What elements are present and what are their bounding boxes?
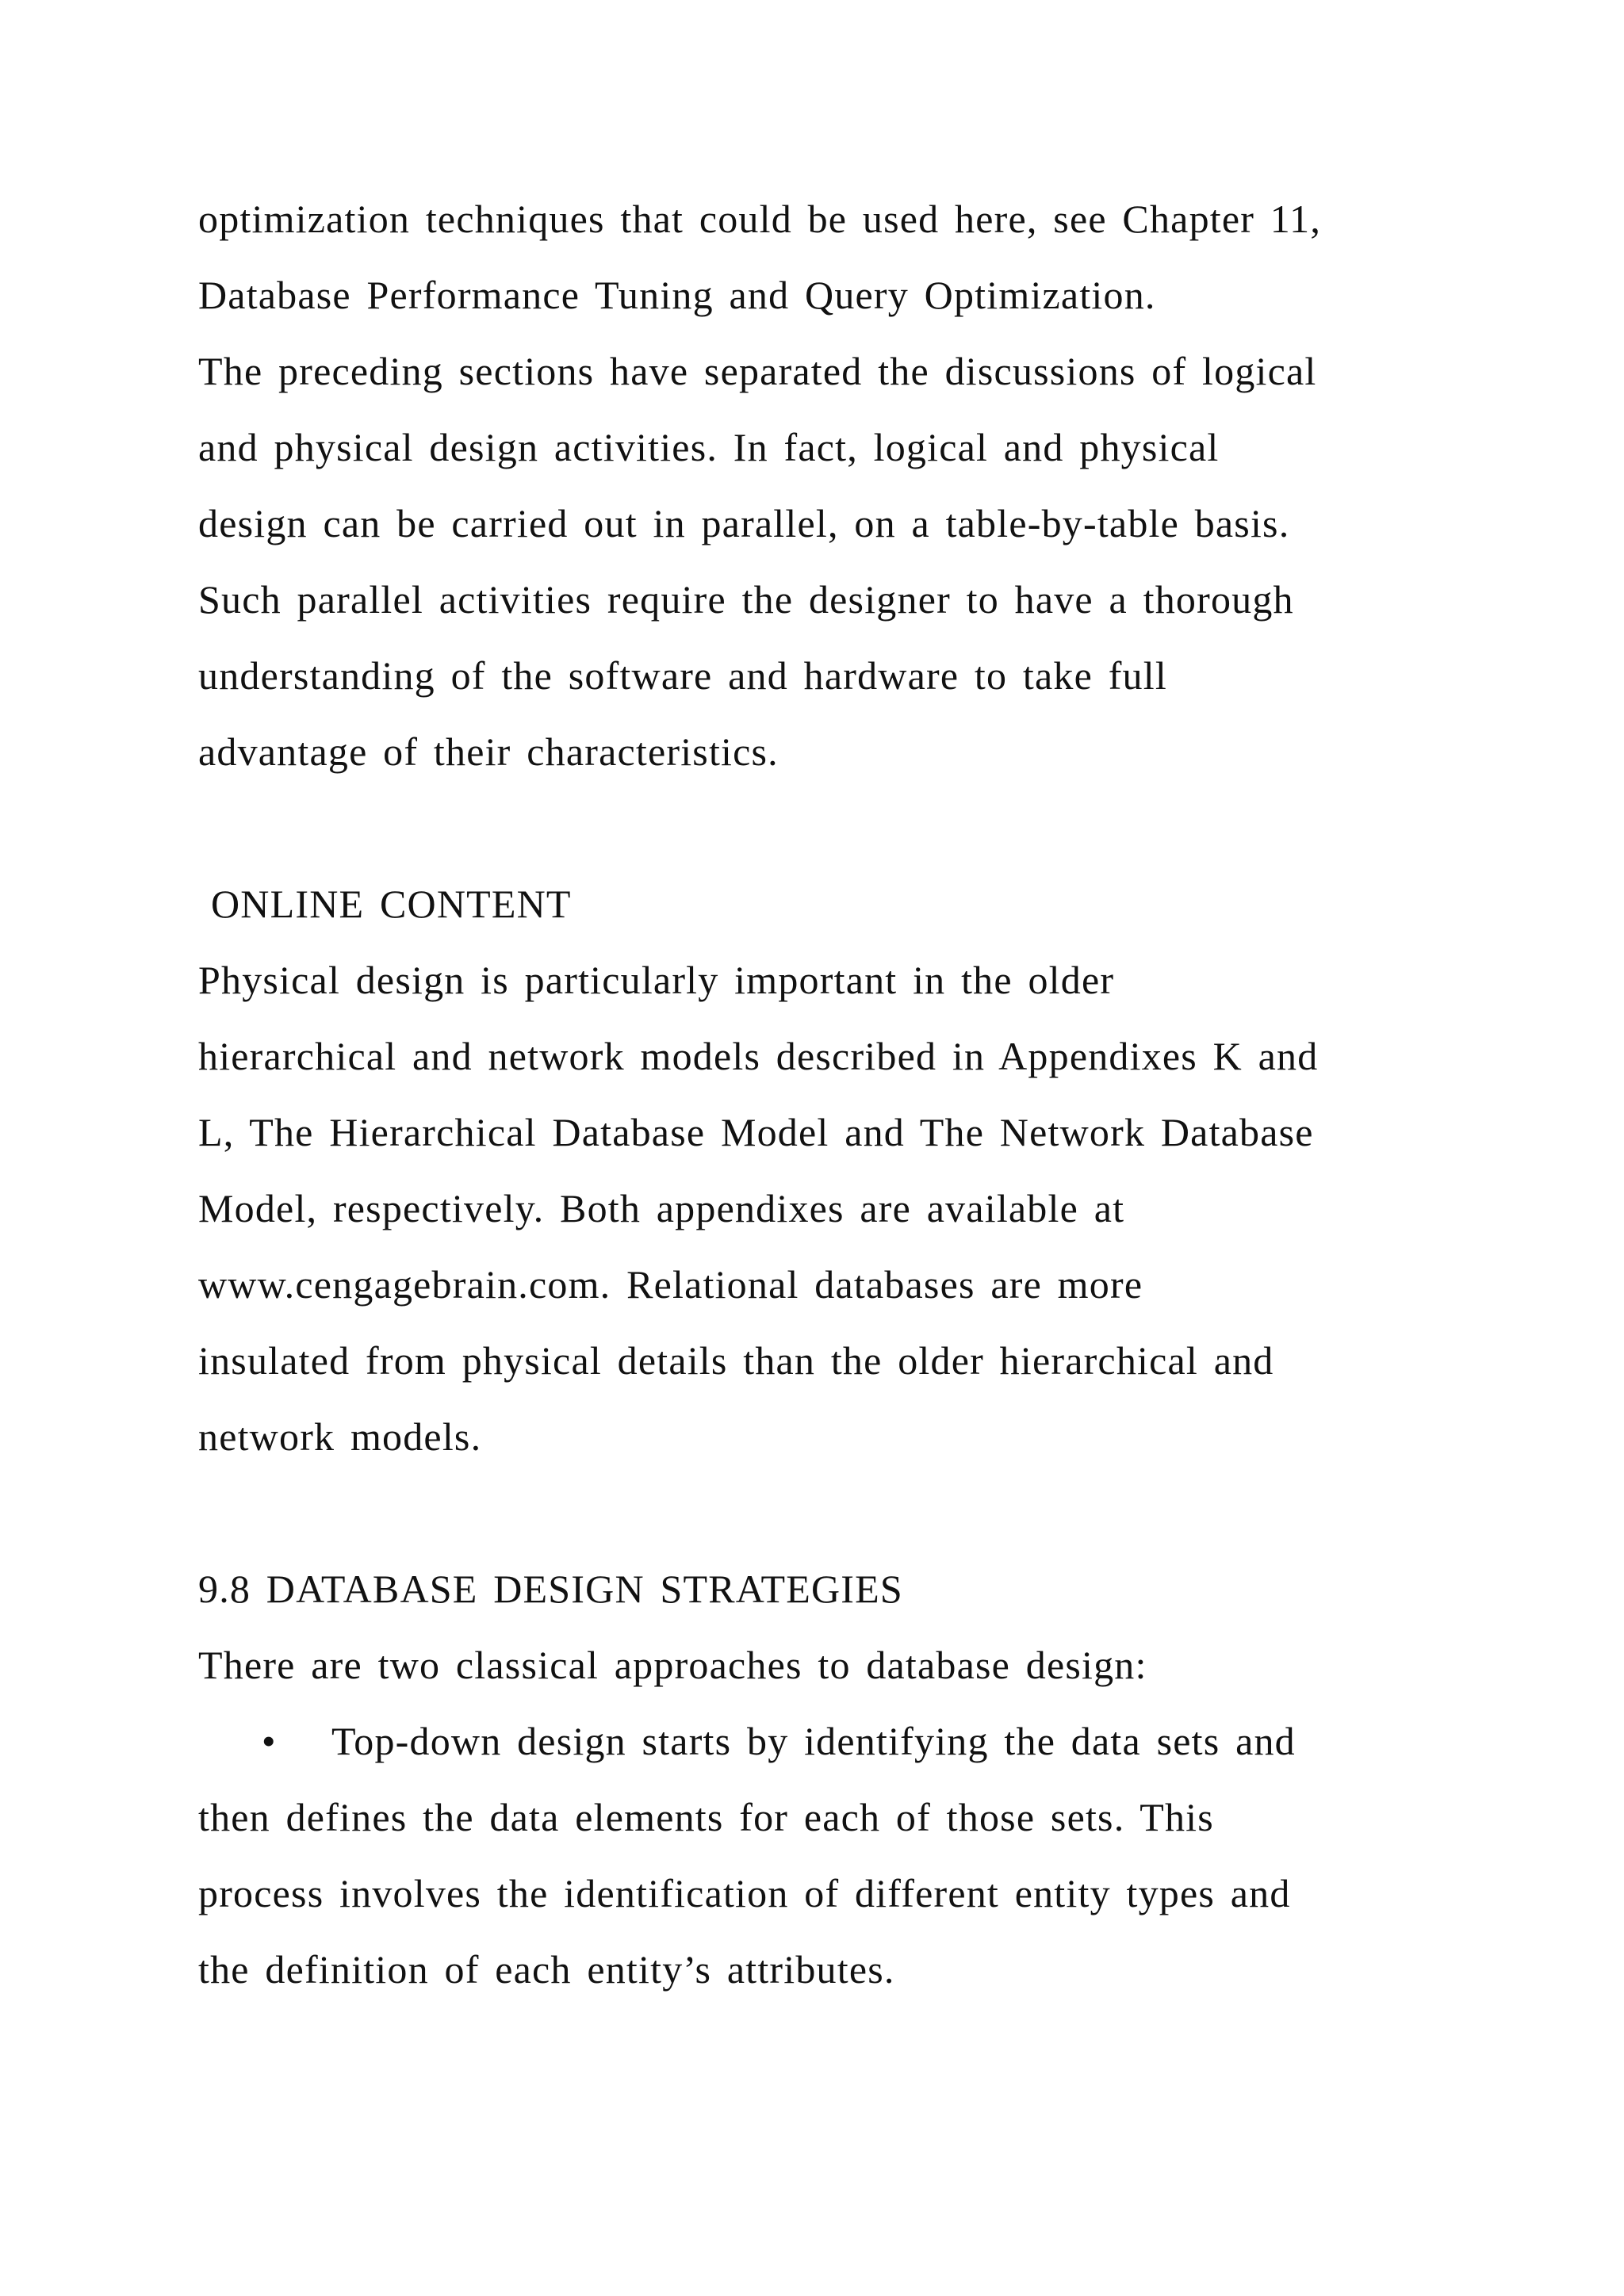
online-content-line: Physical design is particularly important in the older (198, 958, 1115, 1002)
paragraph-line: and physical design activities. In fact, logical and physical (198, 425, 1220, 469)
paragraph-line: optimization techniques that could be used here, see Chapter 11, (198, 197, 1322, 241)
bullet-item-line: process involves the identification of different entity types and (198, 1871, 1291, 1915)
bullet-icon: • (262, 1719, 276, 1763)
paragraph-line: design can be carried out in parallel, on a table-by-table basis. (198, 501, 1290, 545)
online-content-line: insulated from physical details than the older hierarchical and (198, 1338, 1274, 1383)
paragraph-line: advantage of their characteristics. (198, 729, 779, 774)
section-intro: There are two classical approaches to database design: (198, 1643, 1147, 1687)
online-content-line: hierarchical and network models described in Appendixes K and (198, 1034, 1319, 1078)
section-heading: 9.8 DATABASE DESIGN STRATEGIES (198, 1567, 903, 1611)
bullet-item-line: the definition of each entity’s attributes. (198, 1947, 895, 1992)
online-content-line: www.cengagebrain.com. Relational databases are more (198, 1262, 1143, 1307)
online-content-heading: ONLINE CONTENT (211, 882, 572, 926)
paragraph-line: Such parallel activities require the designer to have a thorough (198, 577, 1294, 622)
bullet-item-line: Top-down design starts by identifying the data sets and (331, 1719, 1296, 1763)
paragraph-line: Database Performance Tuning and Query Optimization. (198, 273, 1156, 317)
online-content-line: network models. (198, 1414, 482, 1459)
online-content-line: L, The Hierarchical Database Model and The Network Database (198, 1110, 1314, 1154)
paragraph-line: The preceding sections have separated the discussions of logical (198, 349, 1317, 393)
online-content-line: Model, respectively. Both appendixes are available at (198, 1186, 1125, 1230)
paragraph-line: understanding of the software and hardware to take full (198, 653, 1167, 698)
bullet-item-line: then defines the data elements for each of those sets. This (198, 1795, 1214, 1839)
